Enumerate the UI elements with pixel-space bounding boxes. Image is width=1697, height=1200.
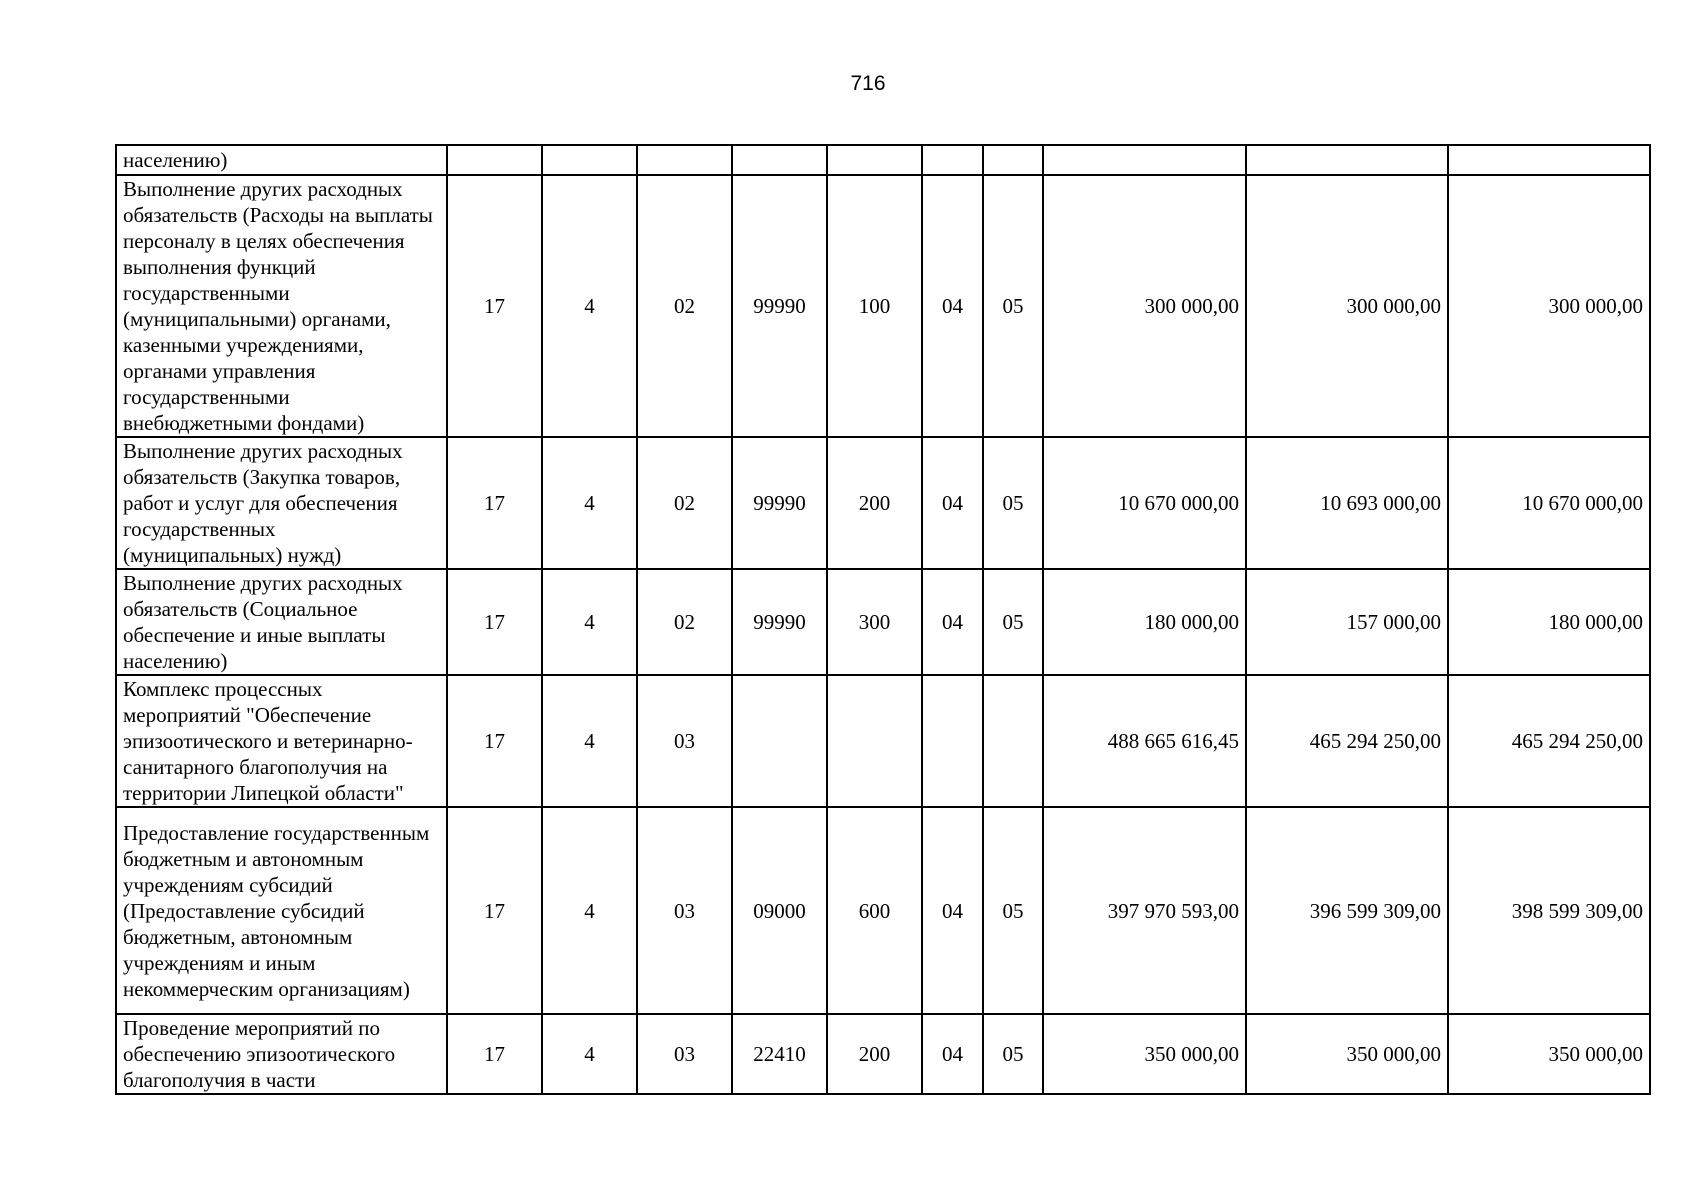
table-row	[116, 569, 1650, 675]
code-cell: 09000	[732, 807, 827, 1014]
code-cell: 04	[922, 1014, 983, 1094]
code-cell: 4	[542, 569, 637, 675]
code-cell: 600	[827, 807, 922, 1014]
code-cell: 17	[447, 675, 542, 807]
code-cell: 4	[542, 675, 637, 807]
amount-cell: 350 000,00	[1246, 1014, 1448, 1094]
code-cell: 05	[983, 569, 1043, 675]
expense-name: Выполнение других расходных обязательств (Расходы на выплаты персоналу в целях обеспечения выполнения функций государственными (муниципальными) органами, казенными учреждениями, органами управления государственными внебюджетными фондами)	[116, 175, 447, 437]
expense-name: населению)	[116, 145, 447, 175]
code-cell: 99990	[732, 175, 827, 437]
amount-cell	[1246, 145, 1448, 175]
amount-cell: 396 599 309,00	[1246, 807, 1448, 1014]
expense-name: Предоставление государственным бюджетным и автономным учреждениям субсидий (Предоставление субсидий бюджетным, автономным учреждениям и иным некоммерческим организациям)	[116, 807, 447, 1014]
expense-name: Комплекс процессных мероприятий "Обеспечение эпизоотического и ветеринарно-санитарного благополучия на территории Липецкой области"	[116, 675, 447, 807]
table-row	[116, 807, 1650, 1014]
budget-table	[115, 144, 1651, 1095]
amount-cell: 10 670 000,00	[1043, 437, 1246, 569]
code-cell: 17	[447, 807, 542, 1014]
code-cell: 4	[542, 807, 637, 1014]
code-cell: 17	[447, 437, 542, 569]
code-cell: 02	[637, 569, 732, 675]
amount-cell: 350 000,00	[1043, 1014, 1246, 1094]
code-cell: 05	[983, 1014, 1043, 1094]
code-cell	[732, 675, 827, 807]
code-cell: 04	[922, 437, 983, 569]
code-cell: 200	[827, 1014, 922, 1094]
code-cell: 4	[542, 175, 637, 437]
code-cell	[922, 145, 983, 175]
amount-cell: 300 000,00	[1448, 175, 1650, 437]
code-cell: 17	[447, 175, 542, 437]
code-cell: 300	[827, 569, 922, 675]
code-cell	[983, 675, 1043, 807]
code-cell	[922, 675, 983, 807]
code-cell: 4	[542, 437, 637, 569]
amount-cell: 180 000,00	[1448, 569, 1650, 675]
table-row	[116, 675, 1650, 807]
amount-cell: 465 294 250,00	[1246, 675, 1448, 807]
code-cell: 04	[922, 807, 983, 1014]
code-cell	[827, 675, 922, 807]
amount-cell: 157 000,00	[1246, 569, 1448, 675]
code-cell	[637, 145, 732, 175]
amount-cell: 465 294 250,00	[1448, 675, 1650, 807]
table-row	[116, 145, 1650, 175]
amount-cell: 350 000,00	[1448, 1014, 1650, 1094]
expense-name: Выполнение других расходных обязательств (Закупка товаров, работ и услуг для обеспечения государственных (муниципальных) нужд)	[116, 437, 447, 569]
page-number: 716	[850, 72, 886, 95]
table-row	[116, 1014, 1650, 1094]
code-cell: 22410	[732, 1014, 827, 1094]
code-cell: 05	[983, 807, 1043, 1014]
code-cell	[732, 145, 827, 175]
code-cell: 200	[827, 437, 922, 569]
code-cell: 03	[637, 807, 732, 1014]
code-cell: 02	[637, 175, 732, 437]
code-cell: 4	[542, 1014, 637, 1094]
amount-cell: 398 599 309,00	[1448, 807, 1650, 1014]
amount-cell: 300 000,00	[1246, 175, 1448, 437]
code-cell: 04	[922, 175, 983, 437]
code-cell	[447, 145, 542, 175]
amount-cell: 300 000,00	[1043, 175, 1246, 437]
code-cell: 03	[637, 675, 732, 807]
table-row	[116, 175, 1650, 437]
amount-cell: 10 693 000,00	[1246, 437, 1448, 569]
amount-cell: 10 670 000,00	[1448, 437, 1650, 569]
code-cell: 05	[983, 175, 1043, 437]
expense-name: Проведение мероприятий по обеспечению эпизоотического благополучия в части	[116, 1014, 447, 1094]
code-cell	[827, 145, 922, 175]
code-cell: 02	[637, 437, 732, 569]
code-cell: 100	[827, 175, 922, 437]
table-row	[116, 437, 1650, 569]
code-cell: 03	[637, 1014, 732, 1094]
amount-cell	[1448, 145, 1650, 175]
expense-name: Выполнение других расходных обязательств (Социальное обеспечение и иные выплаты населению)	[116, 569, 447, 675]
amount-cell: 488 665 616,45	[1043, 675, 1246, 807]
code-cell: 99990	[732, 569, 827, 675]
amount-cell	[1043, 145, 1246, 175]
code-cell	[542, 145, 637, 175]
code-cell: 05	[983, 437, 1043, 569]
code-cell: 99990	[732, 437, 827, 569]
amount-cell: 397 970 593,00	[1043, 807, 1246, 1014]
code-cell	[983, 145, 1043, 175]
code-cell: 17	[447, 569, 542, 675]
amount-cell: 180 000,00	[1043, 569, 1246, 675]
code-cell: 17	[447, 1014, 542, 1094]
code-cell: 04	[922, 569, 983, 675]
